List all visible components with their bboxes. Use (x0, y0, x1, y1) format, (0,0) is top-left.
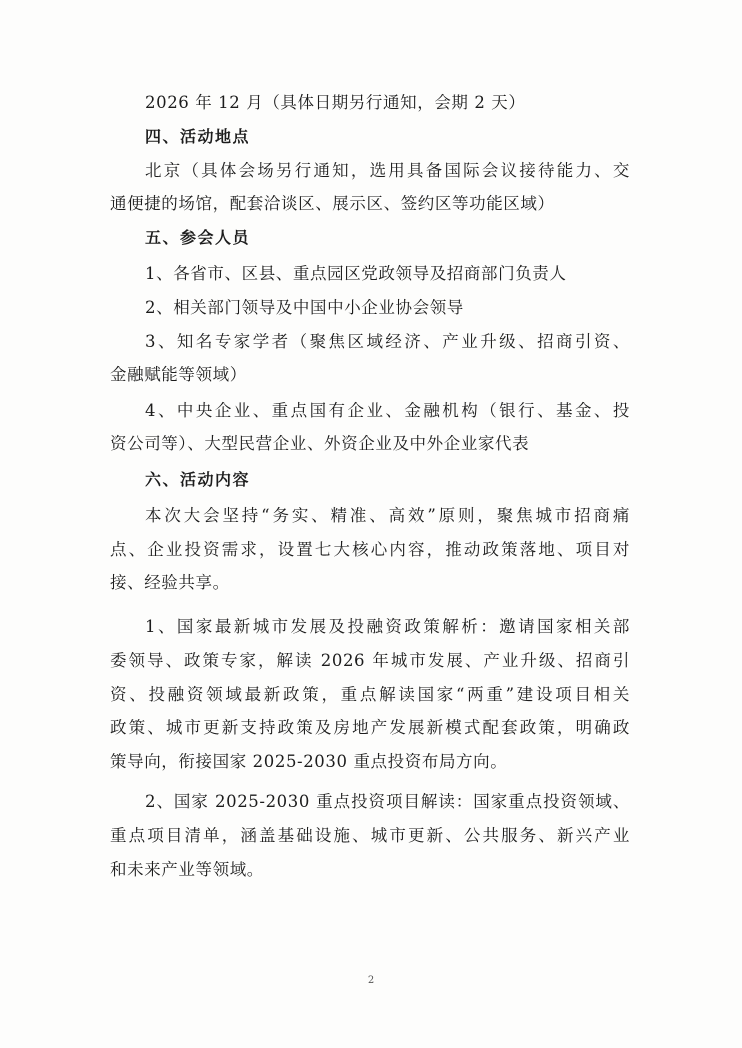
content-item-1-line: 资、投融资领域最新政策，重点解读国家“两重”建设项目相关 (110, 685, 630, 704)
section-heading-content: 六、活动内容 (145, 470, 251, 489)
content-item-1-line: 政策、城市更新支持政策及房地产发展新模式配套政策，明确政 (110, 718, 630, 737)
participant-item-continuation: 金融赋能等领域） (110, 365, 247, 384)
intro-paragraph-line: 点、企业投资需求，设置七大核心内容，推动政策落地、项目对 (110, 540, 630, 559)
intro-paragraph-line: 本次大会坚持“务实、精准、高效”原则，聚焦城市招商痛 (145, 506, 630, 525)
date-line: 2026 年 12 月（具体日期另行通知，会期 2 天） (145, 93, 526, 112)
location-paragraph-line: 北京（具体会场另行通知，选用具备国际会议接待能力、交 (145, 161, 630, 180)
section-heading-participants: 五、参会人员 (145, 228, 251, 247)
participant-item: 3、知名专家学者（聚焦区域经济、产业升级、招商引资、 (145, 332, 630, 351)
content-item-2-line: 2、国家 2025-2030 重点投资项目解读：国家重点投资领域、 (145, 792, 630, 811)
content-item-1-line: 策导向，衔接国家 2025-2030 重点投资布局方向。 (110, 752, 508, 771)
content-item-2-line: 和未来产业等领域。 (110, 860, 264, 879)
intro-paragraph-line: 接、经验共享。 (110, 573, 230, 592)
participant-item: 4、中央企业、重点国有企业、金融机构（银行、基金、投 (145, 401, 630, 420)
content-item-1-line: 1、国家最新城市发展及投融资政策解析：邀请国家相关部 (145, 617, 630, 636)
document-body (110, 93, 630, 880)
location-paragraph-line: 通便捷的场馆，配套洽谈区、展示区、签约区等功能区域） (110, 194, 555, 213)
content-item-2-line: 重点项目清单，涵盖基础设施、城市更新、公共服务、新兴产业 (110, 826, 630, 845)
section-heading-location: 四、活动地点 (145, 127, 251, 146)
page-number: 2 (367, 975, 375, 986)
participant-item: 1、各省市、区县、重点园区党政领导及招商部门负责人 (145, 264, 567, 283)
participant-item: 2、相关部门领导及中国中小企业协会领导 (145, 298, 464, 317)
content-item-1-line: 委领导、政策专家，解读 2026 年城市发展、产业升级、招商引 (110, 651, 630, 670)
participant-item-continuation: 资公司等）、大型民营企业、外资企业及中外企业家代表 (110, 434, 530, 453)
